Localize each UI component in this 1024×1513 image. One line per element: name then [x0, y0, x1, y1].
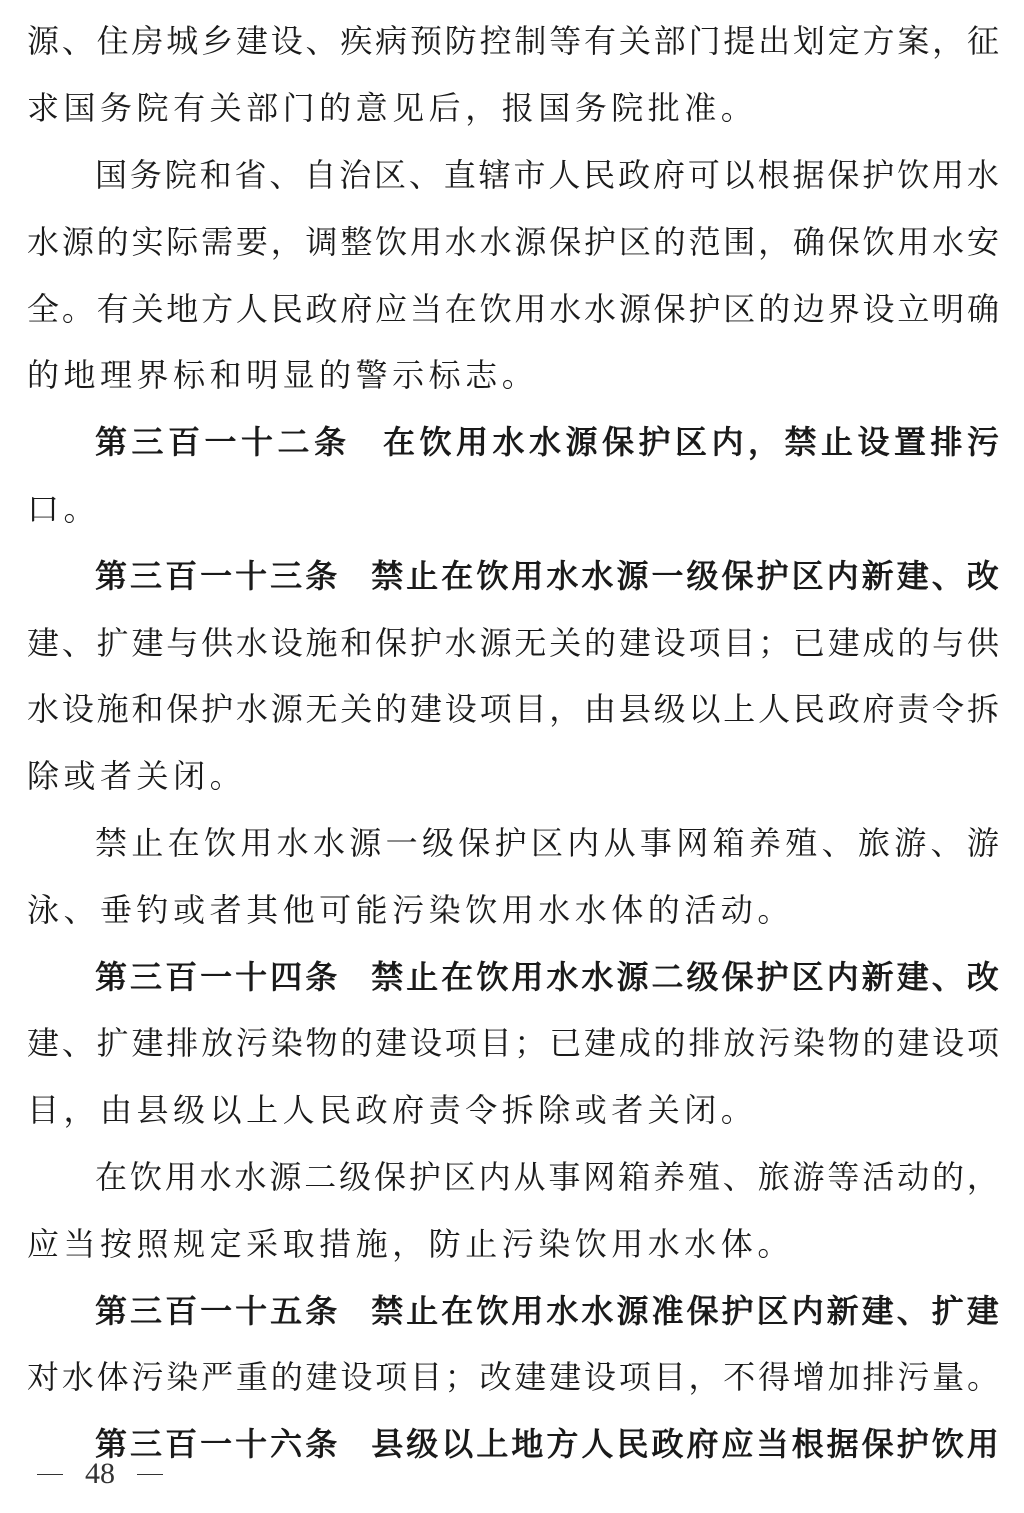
text-line: 源 、 住 房 城 乡 建 设 、 疾 病 预 防 控 制 等 有 关 部 门 提 出 划 定 方 案 ， 征	[27, 22, 999, 61]
text-line: 的 地 理 界 标 和 明 显 的 警 示 标 志 。	[27, 356, 534, 395]
document-body	[27, 6, 999, 1476]
text-line: 求 国 务 院 有 关 部 门 的 意 见 后 ， 报 国 务 院 批 准 。	[27, 89, 753, 128]
article-line: 第 三 百 一 十 五 条 禁 止 在 饮 用 水 水 源 准 保 护 区 内 新 建 、 扩 建	[95, 1291, 999, 1330]
text-line: 建 、 扩 建 排 放 污 染 物 的 建 设 项 目 ； 已 建 成 的 排 放 污 染 物 的 建 设 项	[27, 1024, 999, 1063]
article-line: 第 三 百 一 十 三 条 禁 止 在 饮 用 水 水 源 一 级 保 护 区 内 新 建 、 改	[95, 556, 999, 595]
text-line: 口 。	[27, 489, 96, 528]
text-line: 应 当 按 照 规 定 采 取 措 施 ， 防 止 污 染 饮 用 水 水 体 。	[27, 1224, 790, 1263]
text-line: 水 设 施 和 保 护 水 源 无 关 的 建 设 项 目 ， 由 县 级 以 上 人 民 政 府 责 令 拆	[27, 690, 999, 729]
article-line: 第 三 百 一 十 六 条 县 级 以 上 地 方 人 民 政 府 应 当 根 据 保 护 饮 用	[95, 1425, 999, 1464]
text-line: 禁 止 在 饮 用 水 水 源 一 级 保 护 区 内 从 事 网 箱 养 殖 、 旅 游 、 游	[95, 823, 999, 862]
footer-dash-left	[37, 1474, 63, 1475]
text-line: 在 饮 用 水 水 源 二 级 保 护 区 内 从 事 网 箱 养 殖 、 旅 游 等 活 动 的 ，	[95, 1157, 999, 1196]
page-number: 48	[85, 1457, 115, 1490]
text-line: 全 。 有 关 地 方 人 民 政 府 应 当 在 饮 用 水 水 源 保 护 区 的 边 界 设 立 明 确	[27, 289, 999, 328]
text-line: 水 源 的 实 际 需 要 ， 调 整 饮 用 水 水 源 保 护 区 的 范 围 ， 确 保 饮 用 水 安	[27, 222, 999, 261]
text-line: 国 务 院 和 省 、 自 治 区 、 直 辖 市 人 民 政 府 可 以 根 据 保 护 饮 用 水	[95, 155, 999, 194]
text-line: 对 水 体 污 染 严 重 的 建 设 项 目 ； 改 建 建 设 项 目 ， 不 得 增 加 排 污 量 。	[27, 1358, 999, 1397]
text-line: 泳 、 垂 钓 或 者 其 他 可 能 污 染 饮 用 水 水 体 的 活 动 。	[27, 890, 790, 929]
article-line: 第 三 百 一 十 四 条 禁 止 在 饮 用 水 水 源 二 级 保 护 区 内 新 建 、 改	[95, 957, 999, 996]
text-line: 目 ， 由 县 级 以 上 人 民 政 府 责 令 拆 除 或 者 关 闭 。	[27, 1091, 753, 1130]
article-line: 第 三 百 一 十 二 条 在 饮 用 水 水 源 保 护 区 内 ， 禁 止 设 置 排 污	[95, 423, 999, 462]
footer-dash-right	[137, 1474, 163, 1475]
page-footer	[37, 1457, 185, 1491]
text-line: 建 、 扩 建 与 供 水 设 施 和 保 护 水 源 无 关 的 建 设 项 目 ； 已 建 成 的 与 供	[27, 623, 999, 662]
text-line: 除 或 者 关 闭 。	[27, 757, 242, 796]
